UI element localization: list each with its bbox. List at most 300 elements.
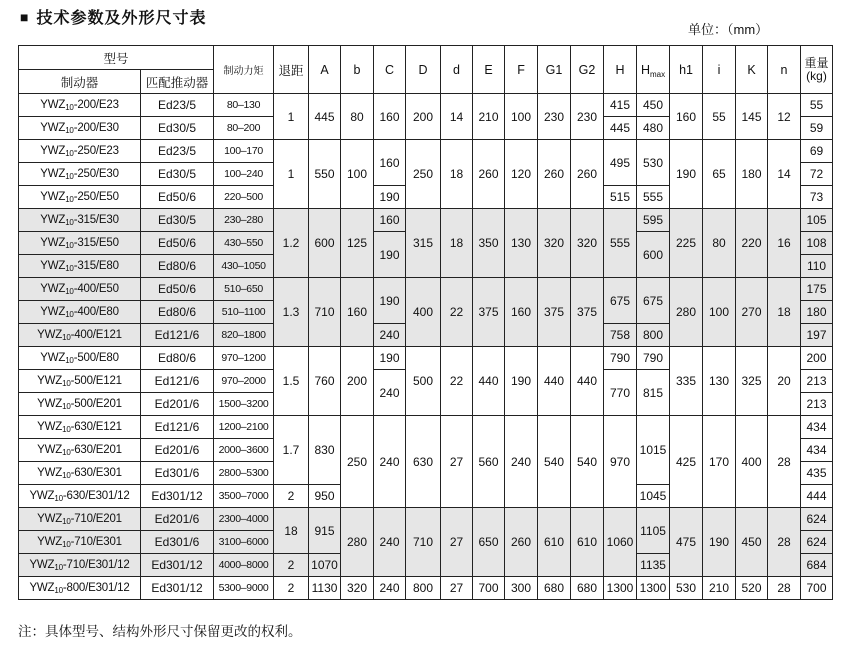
dim-i-cell: 65: [703, 140, 736, 209]
dim-n-cell: 28: [768, 508, 801, 577]
model-base: YWZ: [40, 99, 66, 111]
torque-cell: 820–1800: [214, 324, 274, 347]
model-sub: 10: [62, 402, 71, 411]
model-base: YWZ: [37, 398, 63, 410]
dim-n-cell: 12: [768, 94, 801, 140]
torque-cell: 3100–6000: [214, 531, 274, 554]
header-dim-f: F: [505, 46, 538, 94]
torque-cell: 80–130: [214, 94, 274, 117]
dim-hmax-cell: 790: [637, 347, 670, 370]
actuator-cell: Ed301/12: [141, 577, 214, 600]
torque-cell: 100–170: [214, 140, 274, 163]
weight-cell: 213: [801, 370, 833, 393]
model-base: YWZ: [40, 191, 66, 203]
page-title-text: 技术参数及外形尺寸表: [36, 10, 207, 27]
dim-hmax-cell: 450: [637, 94, 670, 117]
model-rest: -315/E50: [73, 237, 119, 249]
dim-hmax-cell: 1300: [637, 577, 670, 600]
dim-g1-cell: 230: [538, 94, 571, 140]
torque-cell: 510–650: [214, 278, 274, 301]
model-sub: 10: [65, 287, 74, 296]
brake-model-cell: [19, 209, 141, 232]
dim-c-cell: 190: [374, 232, 406, 278]
model-rest: -500/E201: [70, 398, 122, 410]
dim-b-cell: 280: [341, 508, 374, 577]
model-base: YWZ: [37, 421, 63, 433]
header-torque: 制动力矩: [214, 46, 274, 94]
actuator-cell: Ed30/5: [141, 117, 214, 140]
model-base: YWZ: [37, 536, 63, 548]
brake-model-cell: [19, 439, 141, 462]
actuator-cell: Ed301/12: [141, 485, 214, 508]
dim-hmax-cell: 675: [637, 278, 670, 324]
dim-a-cell: 830: [309, 416, 341, 485]
torque-cell: 970–1200: [214, 347, 274, 370]
brake-model-cell: [19, 255, 141, 278]
table-row: [19, 140, 833, 163]
header-dim-i: i: [703, 46, 736, 94]
dim-h-cell: 415: [604, 94, 637, 117]
weight-cell: 110: [801, 255, 833, 278]
actuator-cell: Ed80/6: [141, 347, 214, 370]
dim-c-cell: 160: [374, 94, 406, 140]
spec-table: [18, 45, 833, 600]
dim-a-cell: 760: [309, 347, 341, 416]
header-actuator: 匹配推动器: [141, 70, 214, 94]
dim-a-cell: 1130: [309, 577, 341, 600]
dim-g1-cell: 440: [538, 347, 571, 416]
weight-cell: 175: [801, 278, 833, 301]
dim-n-cell: 14: [768, 140, 801, 209]
brake-model-cell: [19, 370, 141, 393]
header-dim-n: n: [768, 46, 801, 94]
dim-h1-cell: 475: [670, 508, 703, 577]
table-row: [19, 347, 833, 370]
dim-h1-cell: 425: [670, 416, 703, 508]
model-rest: -800/E301/12: [62, 582, 130, 594]
weight-cell: 180: [801, 301, 833, 324]
square-bullet-icon: ■: [20, 9, 30, 25]
model-base: YWZ: [40, 306, 66, 318]
model-rest: -250/E50: [73, 191, 119, 203]
brake-model-cell: [19, 117, 141, 140]
torque-cell: 100–240: [214, 163, 274, 186]
dim-hmax-cell: 815: [637, 370, 670, 416]
weight-cell: 200: [801, 347, 833, 370]
actuator-cell: Ed23/5: [141, 140, 214, 163]
model-base: YWZ: [37, 444, 63, 456]
header-dim-d-lower: d: [441, 46, 473, 94]
brake-model-cell: [19, 577, 141, 600]
table-row: [19, 577, 833, 600]
weight-cell: 213: [801, 393, 833, 416]
dim-hmax-cell: 1015: [637, 416, 670, 485]
dim-f-cell: 120: [505, 140, 538, 209]
model-sub: 10: [65, 126, 74, 135]
dim-h-cell: 758: [604, 324, 637, 347]
dim-g1-cell: 260: [538, 140, 571, 209]
table-row: [19, 94, 833, 117]
dim-hmax-cell: 1045: [637, 485, 670, 508]
header-retract: 退距: [274, 46, 309, 94]
weight-cell: 108: [801, 232, 833, 255]
dim-k-cell: 520: [736, 577, 768, 600]
model-sub: 10: [65, 149, 74, 158]
torque-cell: 4000–8000: [214, 554, 274, 577]
header-weight-unit: (kg): [806, 68, 827, 83]
model-base: YWZ: [29, 490, 55, 502]
header-weight: [801, 46, 833, 94]
retract-cell: 1: [274, 94, 309, 140]
header-dim-a: A: [309, 46, 341, 94]
weight-cell: 73: [801, 186, 833, 209]
dim-i-cell: 210: [703, 577, 736, 600]
dim-h-cell: 495: [604, 140, 637, 186]
dim-b-cell: 160: [341, 278, 374, 347]
brake-model-cell: [19, 554, 141, 577]
dim-d-lower-cell: 14: [441, 94, 473, 140]
actuator-cell: Ed30/5: [141, 163, 214, 186]
model-sub: 10: [65, 310, 74, 319]
model-rest: -710/E301: [70, 536, 122, 548]
actuator-cell: Ed80/6: [141, 255, 214, 278]
weight-cell: 444: [801, 485, 833, 508]
model-base: YWZ: [40, 283, 66, 295]
actuator-cell: Ed50/6: [141, 186, 214, 209]
weight-cell: 435: [801, 462, 833, 485]
dim-hmax-cell: 530: [637, 140, 670, 186]
model-sub: 10: [62, 379, 71, 388]
header-weight-label: 重量: [804, 55, 829, 70]
model-sub: 10: [65, 103, 74, 112]
model-sub: 10: [65, 264, 74, 273]
dim-g2-cell: 610: [571, 508, 604, 577]
dim-a-cell: 1070: [309, 554, 341, 577]
torque-cell: 220–500: [214, 186, 274, 209]
header-brake: 制动器: [19, 70, 141, 94]
model-rest: -315/E30: [73, 214, 119, 226]
retract-cell: 2: [274, 554, 309, 577]
dim-i-cell: 170: [703, 416, 736, 508]
model-rest: -400/E121: [70, 329, 122, 341]
dim-n-cell: 16: [768, 209, 801, 278]
torque-cell: 1200–2100: [214, 416, 274, 439]
torque-cell: 510–1100: [214, 301, 274, 324]
dim-h-cell: 1060: [604, 508, 637, 577]
model-base: YWZ: [40, 168, 66, 180]
footnote: 注：具体型号、结构外形尺寸保留更改的权利。: [18, 624, 302, 639]
dim-hmax-cell: 480: [637, 117, 670, 140]
header-dim-c: C: [374, 46, 406, 94]
brake-model-cell: [19, 232, 141, 255]
dim-k-cell: 180: [736, 140, 768, 209]
dim-c-cell: 240: [374, 324, 406, 347]
weight-cell: 59: [801, 117, 833, 140]
dim-d-upper-cell: 400: [406, 278, 441, 347]
torque-cell: 80–200: [214, 117, 274, 140]
weight-cell: 434: [801, 416, 833, 439]
dim-f-cell: 300: [505, 577, 538, 600]
model-base: YWZ: [40, 122, 66, 134]
dim-a-cell: 445: [309, 94, 341, 140]
dim-n-cell: 28: [768, 577, 801, 600]
torque-cell: 970–2000: [214, 370, 274, 393]
dim-g1-cell: 610: [538, 508, 571, 577]
model-sub: 10: [54, 563, 63, 572]
actuator-cell: Ed30/5: [141, 209, 214, 232]
dim-f-cell: 130: [505, 209, 538, 278]
model-rest: -200/E30: [73, 122, 119, 134]
brake-model-cell: [19, 324, 141, 347]
dim-k-cell: 145: [736, 94, 768, 140]
model-rest: -630/E121: [70, 421, 122, 433]
dim-d-lower-cell: 27: [441, 508, 473, 577]
actuator-cell: Ed301/6: [141, 462, 214, 485]
dim-f-cell: 160: [505, 278, 538, 347]
torque-cell: 5300–9000: [214, 577, 274, 600]
brake-model-cell: [19, 347, 141, 370]
model-rest: -250/E23: [73, 145, 119, 157]
dim-h1-cell: 280: [670, 278, 703, 347]
weight-cell: 684: [801, 554, 833, 577]
dim-e-cell: 210: [473, 94, 505, 140]
dim-c-cell: 190: [374, 186, 406, 209]
dim-c-cell: 240: [374, 577, 406, 600]
dim-k-cell: 270: [736, 278, 768, 347]
dim-h-cell: 790: [604, 347, 637, 370]
brake-model-cell: [19, 94, 141, 117]
dim-h-cell: 1300: [604, 577, 637, 600]
model-base: YWZ: [29, 559, 55, 571]
dim-d-lower-cell: 22: [441, 278, 473, 347]
dim-hmax-cell: 595: [637, 209, 670, 232]
dim-g1-cell: 680: [538, 577, 571, 600]
dim-b-cell: 250: [341, 416, 374, 508]
dim-e-cell: 260: [473, 140, 505, 209]
dim-g2-cell: 260: [571, 140, 604, 209]
model-sub: 10: [65, 356, 74, 365]
model-rest: -400/E50: [73, 283, 119, 295]
header-hmax-sub: max: [649, 69, 666, 79]
actuator-cell: Ed50/6: [141, 232, 214, 255]
torque-cell: 230–280: [214, 209, 274, 232]
dim-h1-cell: 190: [670, 140, 703, 209]
dim-b-cell: 200: [341, 347, 374, 416]
unit-label: 单位：（mm）: [688, 22, 769, 37]
weight-cell: 624: [801, 508, 833, 531]
dim-f-cell: 100: [505, 94, 538, 140]
model-base: YWZ: [37, 375, 63, 387]
model-rest: -400/E80: [73, 306, 119, 318]
dim-h1-cell: 335: [670, 347, 703, 416]
retract-cell: 1.5: [274, 347, 309, 416]
weight-cell: 197: [801, 324, 833, 347]
dim-h-cell: 555: [604, 209, 637, 278]
model-base: YWZ: [29, 582, 55, 594]
dim-h1-cell: 530: [670, 577, 703, 600]
dim-d-lower-cell: 22: [441, 347, 473, 416]
dim-g2-cell: 440: [571, 347, 604, 416]
actuator-cell: Ed201/6: [141, 508, 214, 531]
header-dim-k: K: [736, 46, 768, 94]
header-dim-hmax: [637, 46, 670, 94]
torque-cell: 2800–5300: [214, 462, 274, 485]
dim-a-cell: 710: [309, 278, 341, 347]
torque-cell: 3500–7000: [214, 485, 274, 508]
torque-cell: 2000–3600: [214, 439, 274, 462]
dim-d-lower-cell: 18: [441, 209, 473, 278]
actuator-cell: Ed121/6: [141, 416, 214, 439]
header-row: [19, 46, 833, 70]
dim-g2-cell: 320: [571, 209, 604, 278]
dim-g1-cell: 375: [538, 278, 571, 347]
dim-n-cell: 18: [768, 278, 801, 347]
dim-n-cell: 20: [768, 347, 801, 416]
retract-cell: 1.3: [274, 278, 309, 347]
brake-model-cell: [19, 393, 141, 416]
model-sub: 10: [54, 586, 63, 595]
dim-a-cell: 915: [309, 508, 341, 554]
dim-d-lower-cell: 27: [441, 416, 473, 508]
model-sub: 10: [65, 172, 74, 181]
actuator-cell: Ed301/12: [141, 554, 214, 577]
dim-d-upper-cell: 800: [406, 577, 441, 600]
retract-cell: 1: [274, 140, 309, 209]
weight-cell: 700: [801, 577, 833, 600]
model-sub: 10: [62, 425, 71, 434]
actuator-cell: Ed121/6: [141, 370, 214, 393]
dim-d-upper-cell: 500: [406, 347, 441, 416]
dim-d-lower-cell: 18: [441, 140, 473, 209]
dim-k-cell: 325: [736, 347, 768, 416]
header-dim-g2: G2: [571, 46, 604, 94]
model-base: YWZ: [40, 237, 66, 249]
dim-hmax-cell: 555: [637, 186, 670, 209]
weight-cell: 69: [801, 140, 833, 163]
actuator-cell: Ed80/6: [141, 301, 214, 324]
retract-cell: 1.2: [274, 209, 309, 278]
dim-g2-cell: 680: [571, 577, 604, 600]
dim-a-cell: 600: [309, 209, 341, 278]
table-body: [19, 94, 833, 600]
brake-model-cell: [19, 186, 141, 209]
model-rest: -630/E201: [70, 444, 122, 456]
dim-e-cell: 375: [473, 278, 505, 347]
dim-k-cell: 220: [736, 209, 768, 278]
model-sub: 10: [62, 471, 71, 480]
actuator-cell: Ed201/6: [141, 439, 214, 462]
dim-hmax-cell: 800: [637, 324, 670, 347]
model-rest: -710/E301/12: [62, 559, 130, 571]
brake-model-cell: [19, 531, 141, 554]
dim-e-cell: 350: [473, 209, 505, 278]
torque-cell: 430–550: [214, 232, 274, 255]
weight-cell: 105: [801, 209, 833, 232]
model-rest: -500/E80: [73, 352, 119, 364]
dim-f-cell: 240: [505, 416, 538, 508]
header-dim-h1: h1: [670, 46, 703, 94]
dim-k-cell: 450: [736, 508, 768, 577]
dim-g1-cell: 320: [538, 209, 571, 278]
brake-model-cell: [19, 508, 141, 531]
brake-model-cell: [19, 301, 141, 324]
torque-cell: 430–1050: [214, 255, 274, 278]
dim-hmax-cell: 1105: [637, 508, 670, 554]
model-rest: -630/E301/12: [62, 490, 130, 502]
dim-hmax-cell: 600: [637, 232, 670, 278]
actuator-cell: Ed301/6: [141, 531, 214, 554]
actuator-cell: Ed23/5: [141, 94, 214, 117]
dim-c-cell: 160: [374, 140, 406, 186]
dim-d-upper-cell: 710: [406, 508, 441, 577]
dim-g2-cell: 230: [571, 94, 604, 140]
table-header: [19, 46, 833, 94]
dim-i-cell: 130: [703, 347, 736, 416]
dim-hmax-cell: 1135: [637, 554, 670, 577]
torque-cell: 1500–3200: [214, 393, 274, 416]
dim-f-cell: 190: [505, 347, 538, 416]
model-sub: 10: [62, 540, 71, 549]
dim-d-upper-cell: 315: [406, 209, 441, 278]
header-dim-h: H: [604, 46, 637, 94]
dim-i-cell: 55: [703, 94, 736, 140]
model-sub: 10: [54, 494, 63, 503]
model-sub: 10: [65, 218, 74, 227]
dim-b-cell: 100: [341, 140, 374, 209]
dim-i-cell: 100: [703, 278, 736, 347]
dim-h1-cell: 225: [670, 209, 703, 278]
dim-h-cell: 515: [604, 186, 637, 209]
model-sub: 10: [65, 195, 74, 204]
header-model: 型号: [19, 46, 214, 70]
model-sub: 10: [62, 448, 71, 457]
dim-c-cell: 240: [374, 416, 406, 508]
table-row: [19, 278, 833, 301]
dim-d-upper-cell: 630: [406, 416, 441, 508]
retract-cell: 2: [274, 485, 309, 508]
model-base: YWZ: [37, 513, 63, 525]
actuator-cell: Ed50/6: [141, 278, 214, 301]
model-base: YWZ: [40, 260, 66, 272]
dim-b-cell: 320: [341, 577, 374, 600]
brake-model-cell: [19, 416, 141, 439]
dim-c-cell: 240: [374, 508, 406, 577]
table-row: [19, 416, 833, 439]
torque-cell: 2300–4000: [214, 508, 274, 531]
dim-h1-cell: 160: [670, 94, 703, 140]
dim-h-cell: 445: [604, 117, 637, 140]
dim-b-cell: 80: [341, 94, 374, 140]
table-row: [19, 508, 833, 531]
table-row: [19, 209, 833, 232]
model-rest: -500/E121: [70, 375, 122, 387]
page-title: [20, 5, 206, 28]
actuator-cell: Ed121/6: [141, 324, 214, 347]
model-rest: -315/E80: [73, 260, 119, 272]
dim-h-cell: 970: [604, 416, 637, 508]
dim-h-cell: 770: [604, 370, 637, 416]
model-base: YWZ: [37, 467, 63, 479]
header-dim-d-upper: D: [406, 46, 441, 94]
dim-i-cell: 190: [703, 508, 736, 577]
weight-cell: 624: [801, 531, 833, 554]
model-base: YWZ: [37, 329, 63, 341]
retract-cell: 1.7: [274, 416, 309, 485]
retract-cell: 2: [274, 577, 309, 600]
dim-n-cell: 28: [768, 416, 801, 508]
dim-e-cell: 650: [473, 508, 505, 577]
model-rest: -200/E23: [73, 99, 119, 111]
